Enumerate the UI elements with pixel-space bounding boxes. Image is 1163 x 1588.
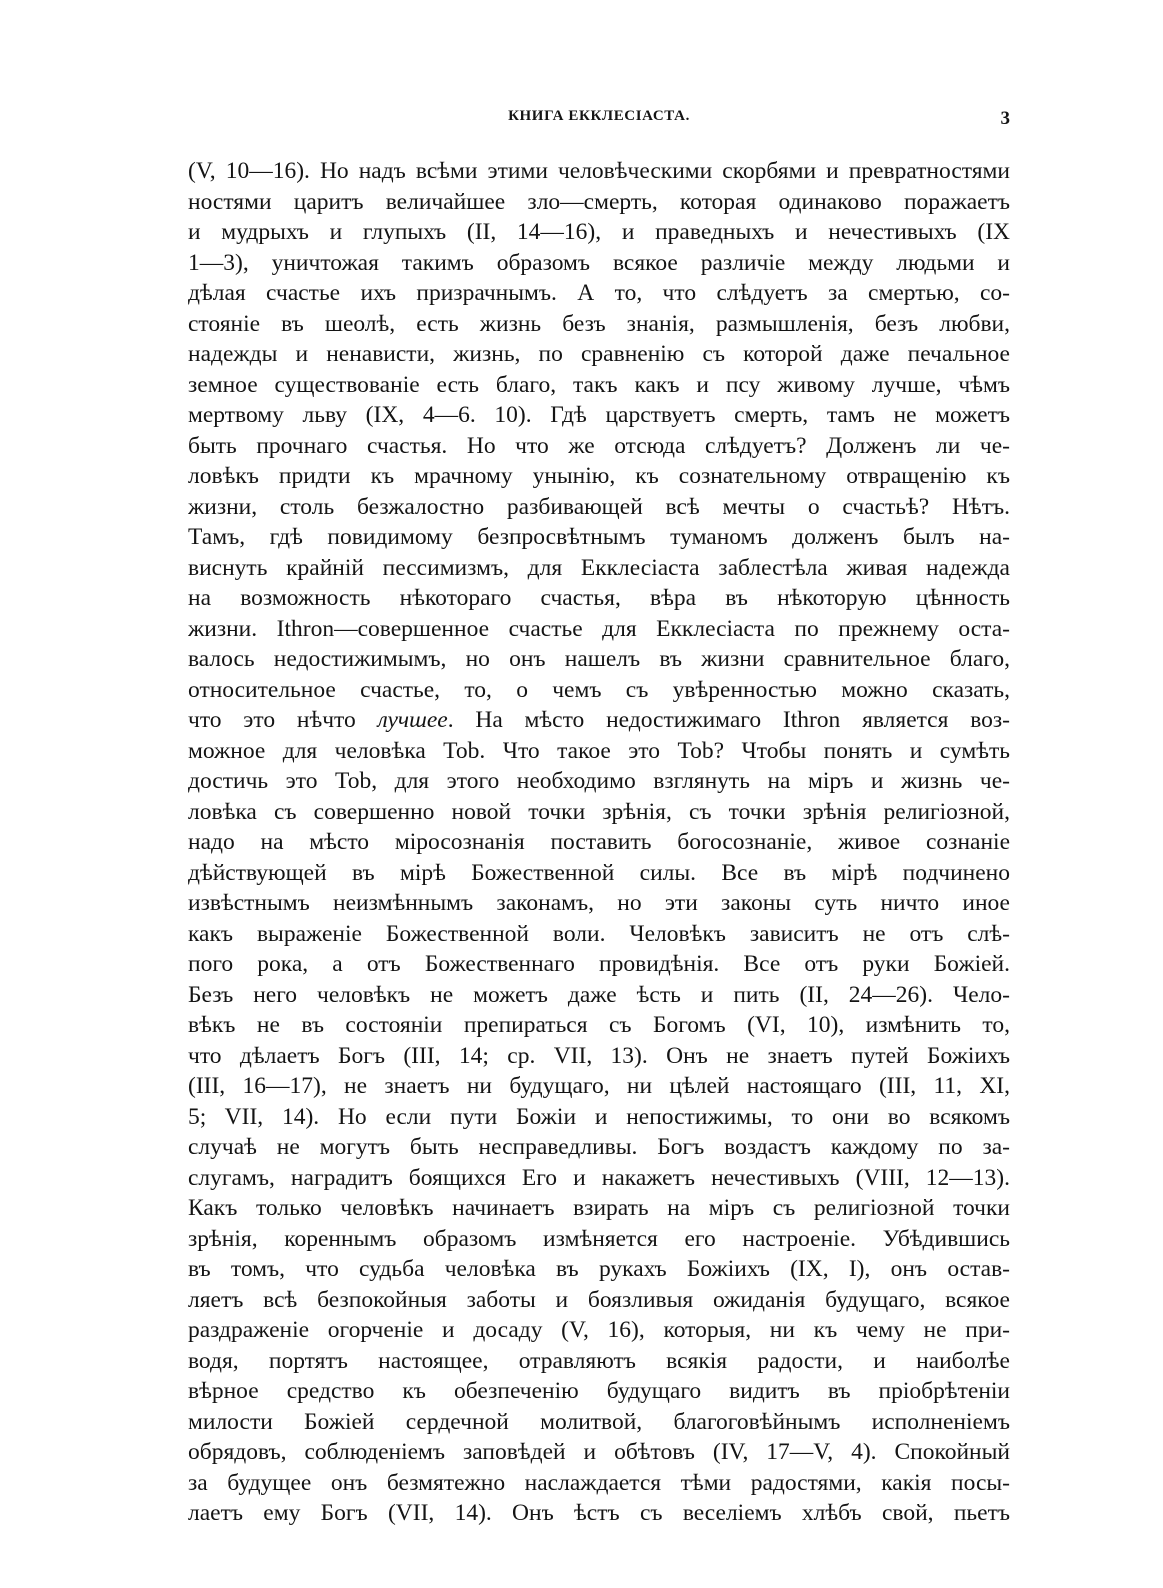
text-line-25: извѣстнымъ неизмѣннымъ законамъ, но эти законы суть ничто иное: [188, 890, 1010, 916]
text-line-39: раздраженіе огорченіе и досаду (V, 16), которыя, ни къ чему не при-: [188, 1317, 1010, 1343]
text-line-40: водя, портятъ настоящее, отравляютъ всякія радости, и наиболѣе: [188, 1347, 1010, 1374]
text-line-41: вѣрное средство къ обезпеченію будущаго видитъ въ пріобрѣтеніи: [188, 1378, 1010, 1404]
text-line-32: 5; VII, 14). Но если пути Божіи и непостижимы, то они во всякомъ: [188, 1103, 1010, 1130]
text-line-37: въ томъ, что судьба человѣка въ рукахъ Божіихъ (IX, I), онъ остав-: [188, 1256, 1010, 1282]
text-line-10: быть прочнаго счастья. Но что же отсюда слѣдуетъ? Долженъ ли че-: [188, 432, 1010, 459]
text-line-6: стояніе въ шеолѣ, есть жизнь безъ знанія, размышленія, безъ любви,: [188, 310, 1010, 337]
text-line-3: и мудрыхъ и глупыхъ (II, 14—16), и праведныхъ и нечестивыхъ (IX: [188, 219, 1010, 245]
text-line-19-start: что это нѣчто: [188, 707, 378, 733]
text-line-44: за будущее онъ безмятежно наслаждается тѣми радостями, какія посы-: [188, 1469, 1010, 1496]
text-line-24: дѣйствующей въ мірѣ Божественной силы. Все въ мірѣ подчинено: [188, 859, 1010, 886]
text-line-13: Тамъ, гдѣ повидимому безпросвѣтнымъ туманомъ долженъ былъ на-: [188, 524, 1010, 550]
text-line-19: [188, 705, 1010, 736]
text-line-15: на возможность нѣкотораго счастья, вѣра въ нѣкоторую цѣнность: [188, 585, 1010, 611]
text-line-7: надежды и ненависти, жизнь, по сравненію съ которой даже печальное: [188, 341, 1010, 367]
text-line-4: 1—3), уничтожая такимъ образомъ всякое различіе между людьми и: [188, 249, 1010, 276]
italic-word: лучшее: [377, 707, 448, 733]
text-line-5: дѣлая счастье ихъ призрачнымъ. А то, что слѣдуетъ за смертью, со-: [188, 280, 1010, 306]
text-line-8: земное существованіе есть благо, такъ какъ и псу живому лучше, чѣмъ: [188, 371, 1010, 398]
text-line-27: пого рока, а отъ Божественнаго провидѣнія. Все отъ руки Божіей.: [188, 951, 1010, 977]
text-line-20: можное для человѣка Tob. Что такое это Tob? Чтобы понять и сумѣть: [188, 737, 1010, 764]
text-line-34: слугамъ, наградитъ боящихся Его и накажетъ нечестивыхъ (VIII, 12—13).: [188, 1164, 1010, 1191]
text-line-43: обрядовъ, соблюденіемъ заповѣдей и обѣтовъ (IV, 17—V, 4). Спокойный: [188, 1439, 1010, 1465]
text-line-2: ностями царитъ величайшее зло—смерть, которая одинаково поражаетъ: [188, 188, 1010, 215]
text-line-36: зрѣнія, кореннымъ образомъ измѣняется его настроеніе. Убѣдившись: [188, 1225, 1010, 1252]
text-line-17: валось недостижимымъ, но онъ нашелъ въ жизни сравнительное благо,: [188, 646, 1010, 672]
text-line-38: ляетъ всѣ безпокойныя заботы и боязливыя ожиданія будущаго, всякое: [188, 1286, 1010, 1313]
text-line-33: случаѣ не могутъ быть несправедливы. Богъ воздастъ каждому по за-: [188, 1134, 1010, 1160]
text-line-22: ловѣка съ совершенно новой точки зрѣнія, съ точки зрѣнія религіозной,: [188, 798, 1010, 825]
text-line-19-end: . На мѣсто недостижимаго Ithron является воз-: [447, 707, 1010, 733]
running-title: КНИГА ЕККЛЕСІАСТА.: [508, 108, 690, 124]
text-line-35: Какъ только человѣкъ начинаетъ взирать на міръ съ религіозной точки: [188, 1195, 1010, 1221]
text-line-28: Безъ него человѣкъ не можетъ даже ѣсть и пить (II, 24—26). Чело-: [188, 981, 1010, 1008]
text-line-16: жизни. Ithron—совершенное счастье для Екклесіаста по прежнему оста-: [188, 615, 1010, 642]
page-body-text: [188, 156, 1010, 1529]
text-line-11: ловѣкъ придти къ мрачному унынію, къ сознательному отвращенію къ: [188, 463, 1010, 489]
text-line-45: лаетъ ему Богъ (VII, 14). Онъ ѣстъ съ веселіемъ хлѣбъ свой, пьетъ: [188, 1500, 1010, 1526]
running-head: [188, 108, 1010, 128]
text-line-21: достичь это Tob, для этого необходимо взглянуть на міръ и жизнь че-: [188, 768, 1010, 794]
text-line-9: мертвому льву (IX, 4—6. 10). Гдѣ царствуетъ смерть, тамъ не можетъ: [188, 402, 1010, 428]
text-line-14: виснуть крайній пессимизмъ, для Екклесіаста заблестѣла живая надежда: [188, 554, 1010, 581]
text-line-12: жизни, столь безжалостно разбивающей всѣ мечты о счастьѣ? Нѣтъ.: [188, 493, 1010, 520]
text-line-31: (III, 16—17), не знаетъ ни будущаго, ни цѣлей настоящаго (III, 11, XI,: [188, 1073, 1010, 1099]
text-line-18: относительное счастье, то, о чемъ съ увѣренностью можно сказать,: [188, 676, 1010, 703]
text-line-42: милости Божіей сердечной молитвой, благоговѣйнымъ исполненіемъ: [188, 1408, 1010, 1435]
text-line-30: что дѣлаетъ Богъ (III, 14; ср. VII, 13). Онъ не знаетъ путей Божіихъ: [188, 1042, 1010, 1069]
text-line-26: какъ выраженіе Божественной воли. Человѣкъ зависитъ не отъ слѣ-: [188, 920, 1010, 947]
text-line-1: (V, 10—16). Но надъ всѣми этими человѣческими скорбями и превратностями: [188, 158, 1010, 184]
text-line-23: надо на мѣсто міросознанія поставить богосознаніе, живое сознаніе: [188, 829, 1010, 855]
page-number: 3: [1000, 108, 1010, 129]
text-line-29: вѣкъ не въ состояніи препираться съ Богомъ (VI, 10), измѣнить то,: [188, 1012, 1010, 1038]
